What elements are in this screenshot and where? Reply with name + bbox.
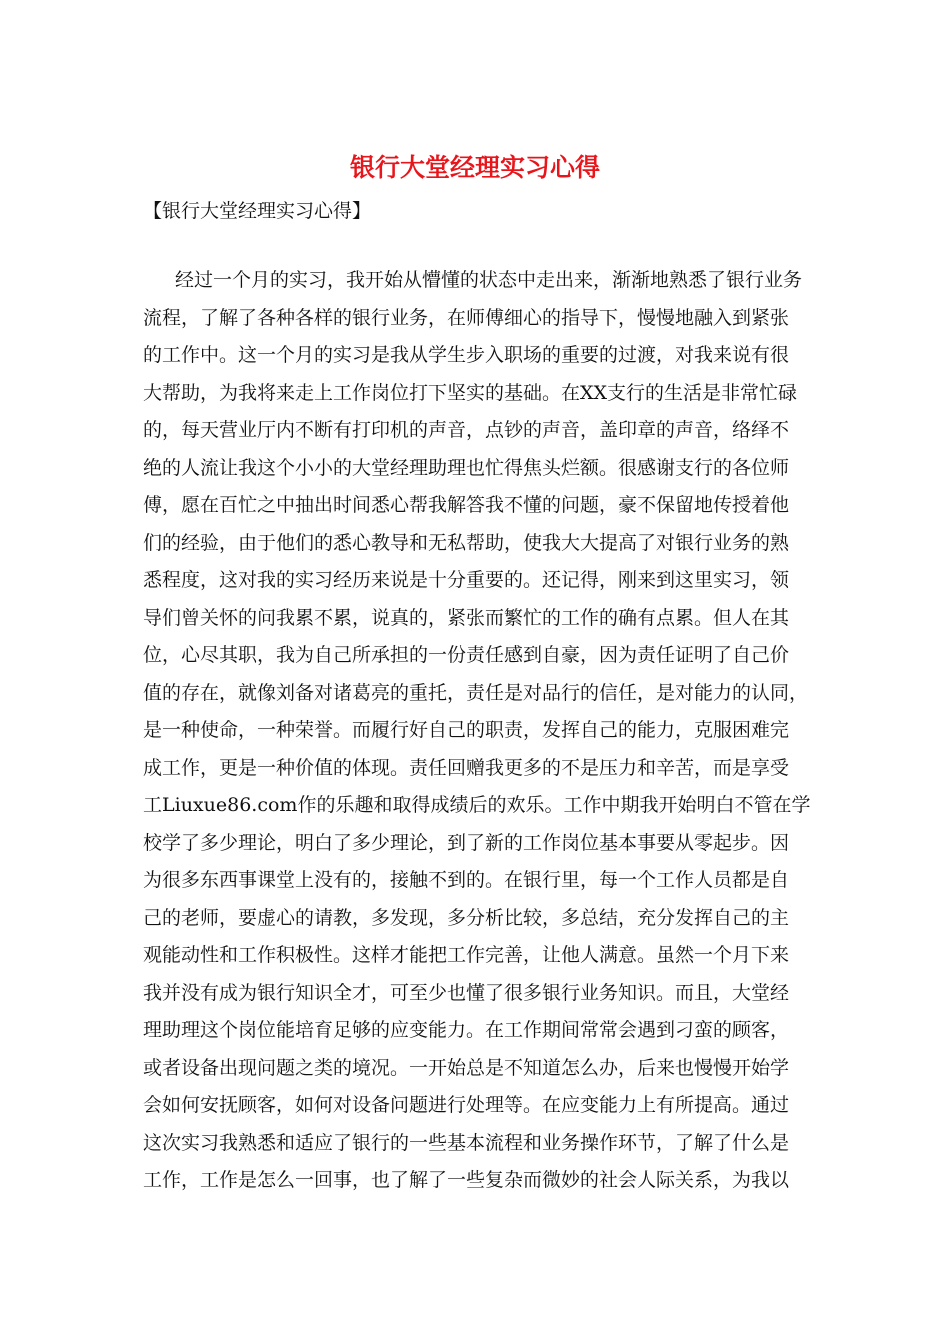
document-title: 银行大堂经理实习心得 [349, 153, 600, 182]
body-text-line: 位，心尽其职，我为自己所承担的一份责任感到自豪，因为责任证明了自己价 [143, 644, 790, 666]
body-text-line: 导们曾关怀的问我累不累，说真的，紧张而繁忙的工作的确有点累。但人在其 [143, 606, 790, 629]
body-text-line: 们的经验，由于他们的悉心教导和无私帮助，使我大大提高了对银行业务的熟 [143, 531, 790, 554]
body-text-line: 值的存在，就像刘备对诸葛亮的重托，责任是对品行的信任，是对能力的认同， [143, 681, 809, 704]
body-text-line: 悉程度，这对我的实习经历来说是十分重要的。还记得，刚来到这里实习，领 [143, 569, 790, 591]
body-text-line: 成工作，更是一种价值的体现。责任回赠我更多的不是压力和辛苦，而是享受 [143, 756, 790, 779]
body-text-line: 工作，工作是怎么一回事，也了解了一些复杂而微妙的社会人际关系，为我以 [143, 1169, 790, 1191]
body-text-line: 工Liuxue86.com作的乐趣和取得成绩后的欢乐。工作中期我开始明白不管在学 [143, 794, 811, 816]
body-text-line: 会如何安抚顾客，如何对设备问题进行处理等。在应变能力上有所提高。通过 [143, 1094, 790, 1116]
body-text-line: 己的老师，要虚心的请教，多发现，多分析比较，多总结，充分发挥自己的主 [143, 906, 790, 929]
body-text-line: 理助理这个岗位能培育足够的应变能力。在工作期间常常会遇到刁蛮的顾客， [143, 1019, 790, 1041]
body-text-line: 这次实习我熟悉和适应了银行的一些基本流程和业务操作环节，了解了什么是 [143, 1131, 790, 1154]
body-text-line: 我并没有成为银行知识全才，可至少也懂了很多银行业务知识。而且，大堂经 [143, 981, 790, 1004]
body-text-line: 傅，愿在百忙之中抽出时间悉心帮我解答我不懂的问题，豪不保留地传授着他 [143, 494, 790, 516]
body-text-line: 为很多东西事课堂上没有的，接触不到的。在银行里，每一个工作人员都是自 [143, 869, 790, 891]
document-body [143, 262, 813, 1200]
document-subtitle: 【银行大堂经理实习心得】 [143, 200, 372, 222]
body-text-line: 的，每天营业厅内不断有打印机的声音，点钞的声音，盖印章的声音，络绎不 [143, 419, 790, 441]
body-text-line: 大帮助，为我将来走上工作岗位打下坚实的基础。在XX支行的生活是非常忙碌 [143, 381, 798, 404]
body-text-line: 经过一个月的实习，我开始从懵懂的状态中走出来，渐渐地熟悉了银行业务 [175, 269, 803, 291]
body-text-line: 是一种使命，一种荣誉。而履行好自己的职责，发挥自己的能力，克服困难完 [143, 719, 790, 741]
body-text-line: 校学了多少理论，明白了多少理论，到了新的工作岗位基本事要从零起步。因 [143, 831, 790, 854]
body-text-line: 观能动性和工作积极性。这样才能把工作完善，让他人满意。虽然一个月下来 [143, 944, 790, 966]
body-text-line: 绝的人流让我这个小小的大堂经理助理也忙得焦头烂额。很感谢支行的各位师 [143, 456, 790, 479]
body-text-line: 流程，了解了各种各样的银行业务，在师傅细心的指导下，慢慢地融入到紧张 [143, 306, 790, 329]
body-text-line: 的工作中。这一个月的实习是我从学生步入职场的重要的过渡，对我来说有很 [143, 344, 790, 366]
body-text-line: 或者设备出现问题之类的境况。一开始总是不知道怎么办，后来也慢慢开始学 [143, 1056, 790, 1079]
